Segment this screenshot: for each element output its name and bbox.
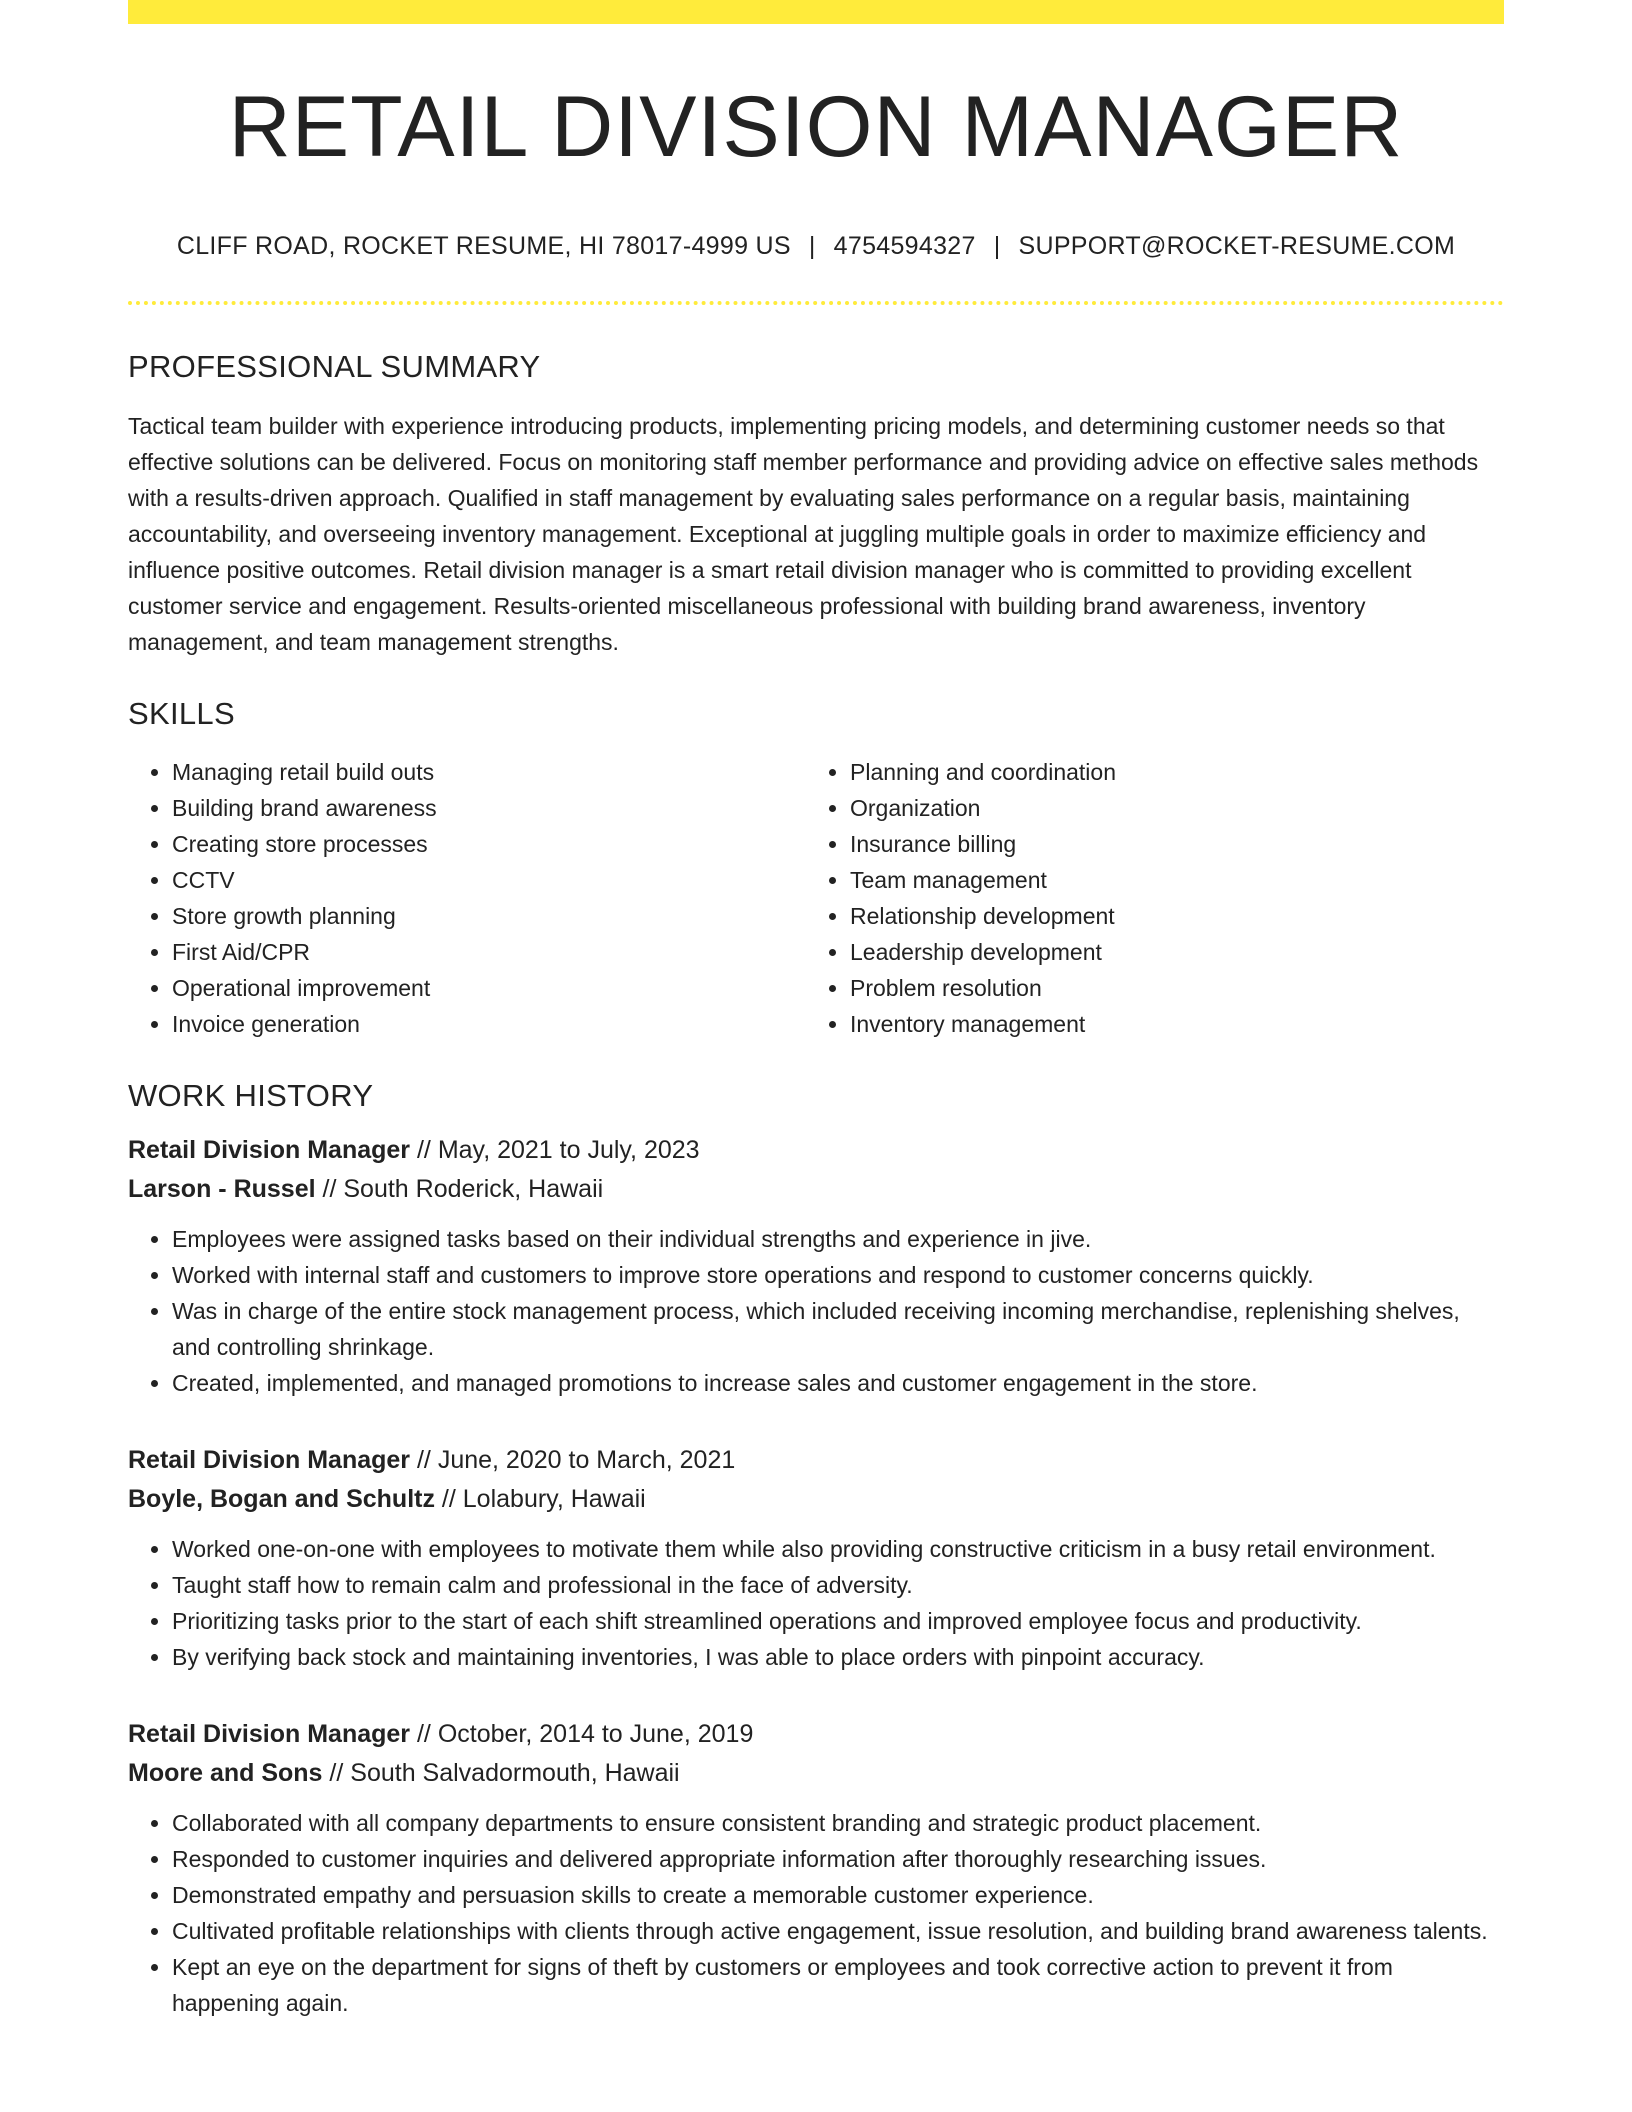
job-company-line: [128, 1480, 1504, 1519]
job-location: South Salvadormouth, Hawaii: [350, 1759, 680, 1787]
job-divider: //: [315, 1175, 344, 1203]
job-title-line: [128, 1441, 1504, 1480]
header-divider: [128, 301, 1504, 305]
job-company: Boyle, Bogan and Schultz: [128, 1485, 435, 1513]
work-history-heading: WORK HISTORY: [128, 1078, 374, 1113]
skill-item: • Insurance billing: [850, 826, 1484, 862]
skill-item: • Planning and coordination: [850, 754, 1484, 790]
job-role: Retail Division Manager: [128, 1446, 411, 1474]
skill-item: • Creating store processes: [172, 826, 806, 862]
skill-item: • CCTV: [172, 862, 806, 898]
job-dates: June, 2020 to March, 2021: [437, 1446, 736, 1474]
summary-section: [128, 351, 1504, 660]
skill-item: • First Aid/CPR: [172, 934, 806, 970]
skill-item: • Building brand awareness: [172, 790, 806, 826]
skill-item: • Operational improvement: [172, 970, 806, 1006]
skills-columns: [128, 754, 1504, 1042]
skills-list-right: [806, 754, 1484, 1042]
skill-item: • Inventory management: [850, 1006, 1484, 1042]
contact-email: SUPPORT@ROCKET-RESUME.COM: [1018, 232, 1456, 260]
job-role: Retail Division Manager: [128, 1720, 411, 1748]
skills-list-left: [128, 754, 806, 1042]
job-dates: October, 2014 to June, 2019: [437, 1720, 754, 1748]
job-bullet: • Prioritizing tasks prior to the start of each shift streamlined operations and improved employee focus and productivity.: [172, 1603, 1504, 1639]
job-company: Moore and Sons: [128, 1759, 323, 1787]
job-company: Larson - Russel: [128, 1175, 316, 1203]
job-company-line: [128, 1754, 1504, 1793]
job-role: Retail Division Manager: [128, 1136, 411, 1164]
skill-item: • Problem resolution: [850, 970, 1484, 1006]
job-dates: May, 2021 to July, 2023: [437, 1136, 700, 1164]
summary-text: Tactical team builder with experience introducing products, implementing pricing models, and determining customer needs so that effective solutions can be delivered. Focus on monitoring staff member performance and providing advice on effective sales methods with a results-driven approach. Qualified in staff management by evaluating sales performance on a regular basis, maintaining accountability, and overseeing inventory management. Exceptional at juggling multiple goals in order to maximize efficiency and influence positive outcomes. Retail division manager is a smart retail division manager who is committed to providing excellent customer service and engagement. Results-oriented miscellaneous professional with building brand awareness, inventory management, and team management strengths.: [128, 413, 1479, 655]
job-company-line: [128, 1170, 1504, 1209]
job-bullet: • Collaborated with all company departments to ensure consistent branding and strategic product placement.: [172, 1805, 1504, 1841]
skill-item: • Team management: [850, 862, 1484, 898]
accent-top-bar: [128, 0, 1504, 24]
job-divider: //: [410, 1720, 438, 1748]
job-entry: [128, 1715, 1504, 2021]
job-bullet: • Kept an eye on the department for signs of theft by customers or employees and took corrective action to prevent it from happening again.: [172, 1949, 1504, 2021]
job-title-line: [128, 1131, 1504, 1170]
job-bullets: [128, 1531, 1504, 1675]
skill-item: • Store growth planning: [172, 898, 806, 934]
contact-line: [128, 232, 1504, 261]
skill-item: • Relationship development: [850, 898, 1484, 934]
job-bullet: • Employees were assigned tasks based on their individual strengths and experience in jive.: [172, 1221, 1504, 1257]
contact-phone: 4754594327: [833, 232, 976, 260]
skill-item: • Organization: [850, 790, 1484, 826]
job-bullet: • Created, implemented, and managed promotions to increase sales and customer engagement in the store.: [172, 1365, 1504, 1401]
skills-heading: SKILLS: [128, 696, 235, 731]
contact-separator: |: [993, 232, 1001, 260]
job-bullets: [128, 1221, 1504, 1401]
resume-title: RETAIL DIVISION MANAGER: [228, 79, 1404, 175]
job-divider: //: [434, 1485, 463, 1513]
skill-item: • Leadership development: [850, 934, 1484, 970]
job-bullet: • Cultivated profitable relationships with clients through active engagement, issue resolution, and building brand awareness talents.: [172, 1913, 1504, 1949]
job-bullet: • By verifying back stock and maintaining inventories, I was able to place orders with pinpoint accuracy.: [172, 1639, 1504, 1675]
job-entry: [128, 1441, 1504, 1675]
job-bullet: • Demonstrated empathy and persuasion skills to create a memorable customer experience.: [172, 1877, 1504, 1913]
job-divider: //: [410, 1136, 438, 1164]
contact-separator: |: [808, 232, 816, 260]
job-divider: //: [410, 1446, 438, 1474]
job-bullet: • Taught staff how to remain calm and professional in the face of adversity.: [172, 1567, 1504, 1603]
job-divider: //: [322, 1759, 351, 1787]
job-bullet: • Was in charge of the entire stock management process, which included receiving incoming merchandise, replenishing shelves, and controlling shrinkage.: [172, 1293, 1504, 1365]
job-bullet: • Worked one-on-one with employees to motivate them while also providing constructive criticism in a busy retail environment.: [172, 1531, 1504, 1567]
job-bullet: • Worked with internal staff and customers to improve store operations and respond to customer concerns quickly.: [172, 1257, 1504, 1293]
job-location: South Roderick, Hawaii: [343, 1175, 604, 1203]
resume-page: [128, 0, 1504, 2021]
skills-section: [128, 698, 1504, 1042]
skill-item: • Managing retail build outs: [172, 754, 806, 790]
job-location: Lolabury, Hawaii: [462, 1485, 646, 1513]
job-bullet: • Responded to customer inquiries and delivered appropriate information after thoroughly researching issues.: [172, 1841, 1504, 1877]
skill-item: • Invoice generation: [172, 1006, 806, 1042]
job-bullets: [128, 1805, 1504, 2021]
summary-heading: PROFESSIONAL SUMMARY: [128, 349, 541, 384]
job-entry: [128, 1131, 1504, 1401]
contact-address: CLIFF ROAD, ROCKET RESUME, HI 78017-4999 US: [176, 232, 791, 260]
job-title-line: [128, 1715, 1504, 1754]
work-history-section: [128, 1080, 1504, 2021]
